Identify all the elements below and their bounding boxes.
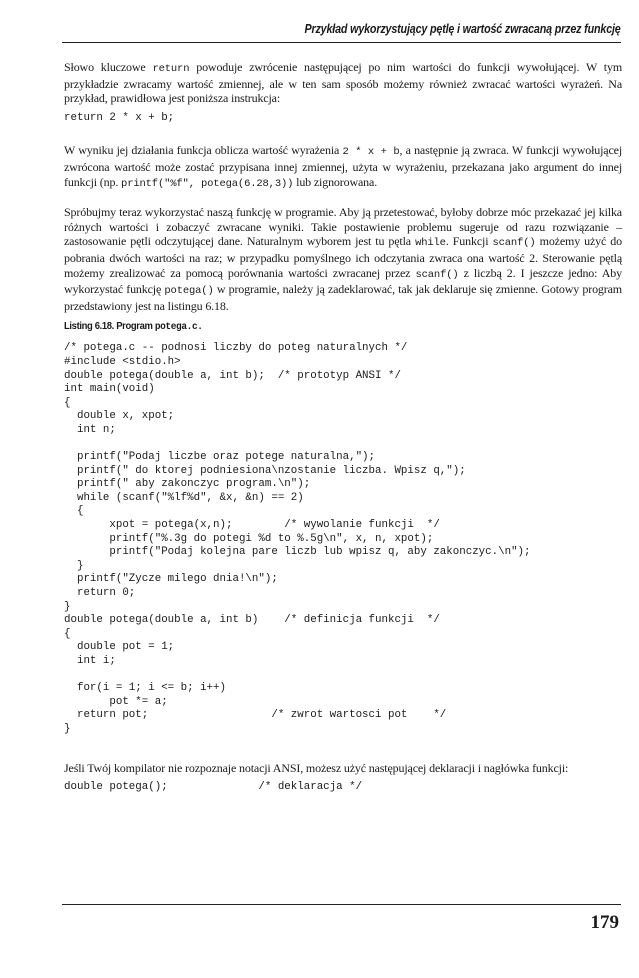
- inline-code: scanf(): [415, 268, 459, 281]
- listing-caption: [64, 320, 566, 333]
- code-listing-potega: /* potega.c -- podnosi liczby do poteg naturalnych */ #include <stdio.h> double potega(double a, int b); /* prototyp ANSI */ int main(void) { double x, xpot; int n; printf("Podaj liczbe oraz potege naturalna,"); printf(" do ktorej podniesiona\nzostanie liczba. Wpisz q,"); printf(" aby zakonczyc program.\n"); while (scanf("%lf%d", &x, &n) == 2) { xpot = potega(x,n); /* wywolanie funkcji */ printf("%.3g do potegi %d to %.5g\n", x, n, xpot); printf("Podaj kolejna pare liczb lub wpisz q, aby zakonczyc.\n"); } printf("Zycze milego dnia!\n"); return 0; } double potega(double a, int b) /* definicja funkcji */ { double pot = 1; int i; for(i = 1; i <= b; i++) pot *= a; return pot; /* zwrot wartosci pot */ }: [64, 342, 531, 735]
- inline-code: while: [415, 237, 446, 250]
- text: z liczbą 2. I jeszcze jedno: Aby wykorzystać funkcję: [64, 265, 622, 297]
- text: możemy użyć do pobrania dwóch wartości na raz; w przypadku pomyślnego ich odczytania zwraca ona wartość 2. Sterowanie pętlą możemy zrealizować za pomocą porównania wartości zwracanej przez: [64, 234, 622, 280]
- page-number: 179: [590, 912, 619, 933]
- paragraph-ansi-note: Jeśli Twój kompilator nie rozpoznaje notacji ANSI, możesz użyć następującej deklaracji i nagłówka funkcji:: [64, 760, 569, 775]
- text: , a następnie ją zwraca. W funkcji wywołującej zwrócona wartość może zostać przypisana innej zmiennej, użyta w wyrażeniu, przekazana jako argument do innej funkcji (np.: [64, 143, 623, 189]
- text: lub zignorowana.: [293, 174, 378, 189]
- code-return-example: return 2 * x + b;: [64, 111, 175, 124]
- paragraph-program-intro: [64, 205, 622, 313]
- paragraph-expression-result: [64, 143, 622, 191]
- inline-code: 2 * x + b: [342, 146, 400, 159]
- page-content: [64, 60, 622, 795]
- text: Słowo kluczowe: [64, 60, 153, 74]
- code-declaration: double potega(); /* deklaracja */: [64, 781, 363, 794]
- inline-code: printf("%f", potega(6.28,3)): [121, 177, 294, 190]
- inline-code: potega(): [164, 285, 214, 298]
- listing-filename: potega.c.: [154, 321, 203, 334]
- text: Spróbujmy teraz wykorzystać naszą funkcję w programie. Aby ją przetestować, byłoby dobrze móc przekazać jej kilka różnych wartości i zobaczyć zwracane wyniki. Takie postawienie problemu sugeruje od razu rozwiązanie – zastosowanie pętli odczytującej dane. Naturalnym wyborem jest tu pętla: [64, 205, 622, 249]
- inline-code: return: [152, 63, 190, 75]
- running-head: Przykład wykorzystujący pętlę i wartość zwracaną przez funkcję: [304, 22, 621, 36]
- text: . Funkcji: [445, 234, 493, 249]
- text: w programie, należy ją zadeklarować, tak jak deklaruje się zmienne. Gotowy program przedstawiony jest na listingu 6.18.: [64, 282, 622, 313]
- paragraph-return-keyword: [64, 60, 622, 106]
- footer-rule: [62, 904, 621, 905]
- listing-label: Listing 6.18. Program: [64, 320, 155, 333]
- text: W wyniku jej działania funkcja oblicza wartość wyrażenia: [64, 143, 343, 158]
- text: powoduje zwrócenie następującej po nim wartości do funkcji wywołującej. W tym przykładzie zwracamy wartość zmiennej, ale w ten sam sposób możemy również zwracać wartości wyrażeń. Na przykład, prawidłowa jest poniższa instrukcja:: [64, 60, 622, 106]
- header-rule: [62, 42, 621, 43]
- inline-code: scanf(): [492, 237, 536, 250]
